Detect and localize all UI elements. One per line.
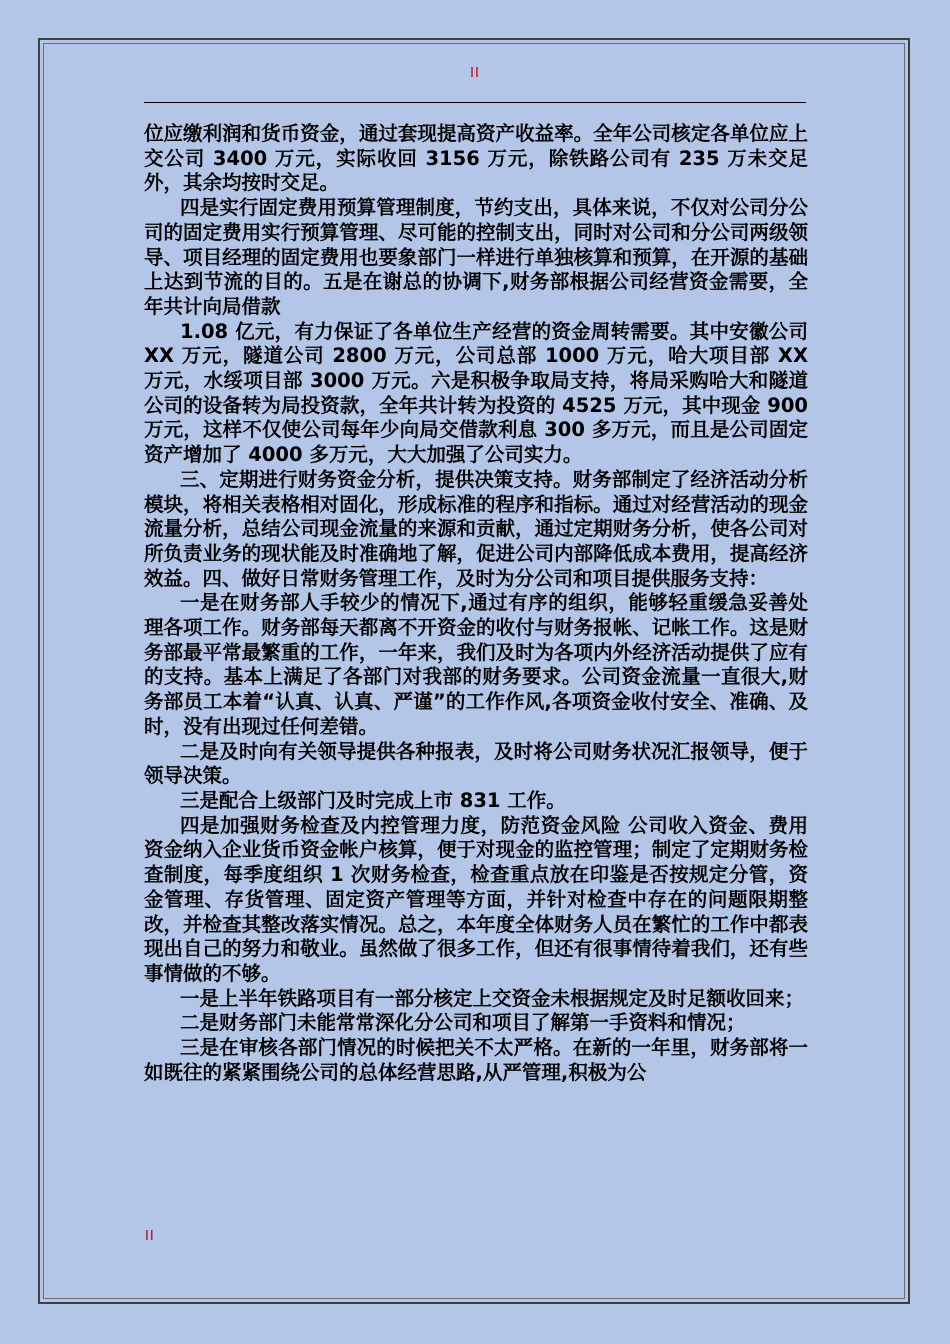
paragraph-2: 四是实行固定费用预算管理制度，节约支出，具体来说，不仅对公司分公司的固定费用实行预算管理、尽可能的控制支出，同时对公司和分公司两级领导、项目经理的固定费用也要象部门一样进行单独核算和预算，在开源的基础上达到节流的目的。五是在谢总的协调下,财务部根据公司经营资金需要，全年共计向局借款 <box>144 196 808 318</box>
paragraph-7: 三是配合上级部门及时完成上市 831 工作。 <box>180 788 566 812</box>
paragraph-6: 二是及时向有关领导提供各种报表，及时将公司财务状况汇报领导，便于领导决策。 <box>144 739 808 788</box>
paragraph-8: 四是加强财务检查及内控管理力度，防范资金风险 公司收入资金、费用资金纳入企业货币资金帐户核算，便于对现金的监控管理；制定了定期财务检查制度，每季度组织 1 次财务检查，检查重点放在印鉴是否按规定分管，资金管理、存货管理、固定资产管理等方面，并针对检查中存在的问题限期整改，并检查其整改落实情况。总之，本年度全体财务人员在繁忙的工作中都表现出自己的努力和敬业。虽然做了很多工作，但还有很事情待着我们，还有些事情做的不够。 <box>144 813 808 985</box>
paragraph-3: 1.08 亿元，有力保证了各单位生产经营的资金周转需要。其中安徽公司 XX 万元，隧道公司 2800 万元，公司总部 1000 万元，哈大项目部 XX 万元，水绥项目部 3000 万元。六是积极争取局支持，将局采购哈大和隧道公司的设备转为局投资款，全年共计转为投资的 4525 万元，其中现金 900 万元，这样不仅使公司每年少向局交借款利息 300 多万元，而且是公司固定资产增加了 4000 多万元，大大加强了公司实力。 <box>144 319 808 467</box>
paragraph-9: 一是上半年铁路项目有一部分核定上交资金未根据规定及时足额收回来； <box>180 986 805 1010</box>
paragraph-5: 一是在财务部人手较少的情况下,通过有序的组织，能够轻重缓急妥善处理各项工作。财务部每天都离不开资金的收付与财务报帐、记帐工作。这是财务部最平常最繁重的工作，一年来，我们及时为各项内外经济活动提供了应有的支持。基本上满足了各部门对我部的财务要求。公司资金流量一直很大,财务部员工本着“认真、认真、严谨”的工作作风,各项资金收付安全、准确、及时，没有出现过任何差错。 <box>144 591 808 738</box>
paragraph-1: 位应缴利润和货币资金，通过套现提高资产收益率。全年公司核定各单位应上交公司 3400 万元，实际收回 3156 万元，除铁路公司有 235 万未交足外，其余均按时交足。 <box>144 122 808 195</box>
document-body <box>144 122 808 1085</box>
header-rule <box>144 102 806 103</box>
paragraph-4: 三、定期进行财务资金分析，提供决策支持。财务部制定了经济活动分析模块，将相关表格相对固化，形成标准的程序和指标。通过对经营活动的现金流量分析，总结公司现金流量的来源和贡献，通过定期财务分析，使各公司对所负责业务的现状能及时准确地了解，促进公司内部降低成本费用，提高经济效益。四、做好日常财务管理工作，及时为分公司和项目提供服务支持： <box>144 467 808 590</box>
paragraph-11: 三是在审核各部门情况的时候把关不太严格。在新的一年里，财务部将一如既往的紧紧围绕公司的总体经营思路,从严管理,积极为公 <box>144 1036 808 1084</box>
paragraph-10: 二是财务部门未能常常深化分公司和项目了解第一手资料和情况； <box>180 1011 746 1035</box>
footer-mark: II <box>145 1229 155 1244</box>
header-mark: II <box>470 66 480 81</box>
